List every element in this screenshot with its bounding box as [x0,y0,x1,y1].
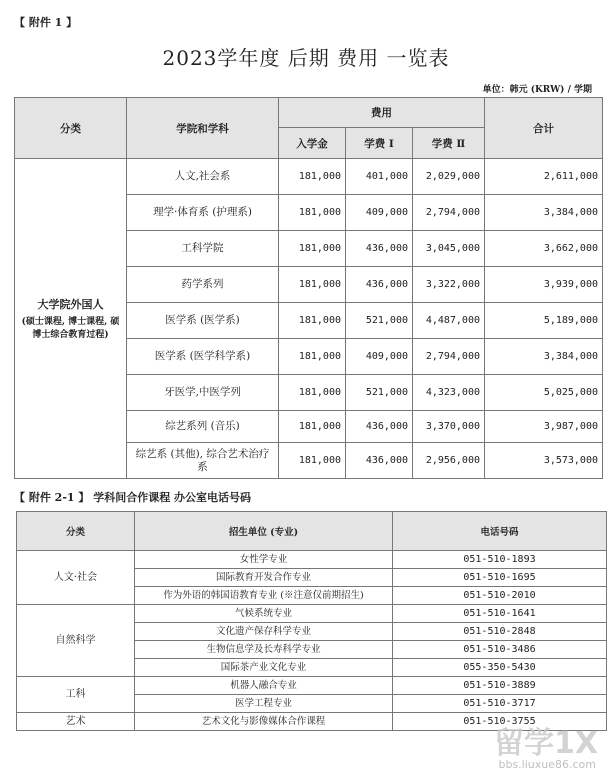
header-fees: 费用 [279,98,485,128]
header-tuition-2: 学费 Ⅱ [413,128,485,159]
admission-fee: 181,000 [279,303,346,339]
admission-fee: 181,000 [279,195,346,231]
admission-fee: 181,000 [279,267,346,303]
tuition-1: 436,000 [346,443,413,479]
total-fee: 3,987,000 [485,411,603,443]
contact-category: 艺术 [17,713,135,731]
tuition-1: 436,000 [346,231,413,267]
contact-phone: 051-510-2848 [393,623,607,641]
college-name: 医学系 (医学科学系) [127,339,279,375]
fee-row [15,159,603,195]
college-name: 理学·体育系 (护理系) [127,195,279,231]
header-college: 学院和学科 [127,98,279,159]
total-fee: 3,384,000 [485,195,603,231]
contact-unit: 气候系统专业 [135,605,393,623]
fees-table [14,97,603,479]
college-name: 牙医学,中医学列 [127,375,279,411]
college-name: 人文,社会系 [127,159,279,195]
watermark-logo: 留学1X [493,726,598,761]
tuition-2: 4,323,000 [413,375,485,411]
contact-category: 自然科学 [17,605,135,677]
contact-unit: 国际教育开发合作专业 [135,569,393,587]
contact-unit: 作为外语的韩国语教育专业 (※注意仅前期招生) [135,587,393,605]
contact-table-body [17,551,607,731]
total-fee: 3,662,000 [485,231,603,267]
tuition-1: 401,000 [346,159,413,195]
fees-table-body [15,159,603,479]
contact-row [17,677,607,695]
admission-fee: 181,000 [279,339,346,375]
total-fee: 5,189,000 [485,303,603,339]
total-fee: 3,573,000 [485,443,603,479]
contact-unit: 文化遗产保存科学专业 [135,623,393,641]
contact-phone: 051-510-3486 [393,641,607,659]
tuition-1: 409,000 [346,339,413,375]
contact-unit: 女性学专业 [135,551,393,569]
unit-note: 单位：韩元 (KRW) / 学期 [482,85,592,95]
contact-header-unit: 招生单位 (专业) [135,512,393,551]
header-total: 合计 [485,98,603,159]
tuition-2: 2,956,000 [413,443,485,479]
tuition-2: 2,029,000 [413,159,485,195]
college-name: 工科学院 [127,231,279,267]
college-name: 医学系 (医学系) [127,303,279,339]
header-tuition-1: 学费 Ⅰ [346,128,413,159]
appendix-1-label: 【 附件 1 】 [14,16,78,29]
contact-phone: 051-510-2010 [393,587,607,605]
tuition-2: 4,487,000 [413,303,485,339]
contact-category: 工科 [17,677,135,713]
total-fee: 2,611,000 [485,159,603,195]
tuition-1: 521,000 [346,303,413,339]
tuition-2: 3,370,000 [413,411,485,443]
tuition-1: 436,000 [346,267,413,303]
contact-header-category: 分类 [17,512,135,551]
category-cell [15,159,127,479]
admission-fee: 181,000 [279,159,346,195]
contact-unit: 艺术文化与影像媒体合作课程 [135,713,393,731]
contact-phone: 051-510-1893 [393,551,607,569]
contact-phone: 051-510-3889 [393,677,607,695]
header-admission: 入学金 [279,128,346,159]
contact-phone: 055-350-5430 [393,659,607,677]
contact-unit: 机器人融合专业 [135,677,393,695]
contact-header-phone: 电话号码 [393,512,607,551]
admission-fee: 181,000 [279,375,346,411]
total-fee: 3,939,000 [485,267,603,303]
college-name: 综艺系列 (音乐) [127,411,279,443]
header-category: 分类 [15,98,127,159]
category-main: 大学院外国人 [37,297,104,311]
tuition-1: 521,000 [346,375,413,411]
contact-phone: 051-510-1695 [393,569,607,587]
tuition-2: 2,794,000 [413,195,485,231]
tuition-2: 3,045,000 [413,231,485,267]
college-name: 综艺系 (其他), 综合艺术治疗系 [127,443,279,479]
contact-row [17,551,607,569]
admission-fee: 181,000 [279,231,346,267]
watermark-url: bbs.liuxue86.com [498,758,596,771]
tuition-2: 3,322,000 [413,267,485,303]
tuition-1: 436,000 [346,411,413,443]
college-name: 药学系列 [127,267,279,303]
contact-unit: 国际茶产业文化专业 [135,659,393,677]
tuition-2: 2,794,000 [413,339,485,375]
contact-unit: 医学工程专业 [135,695,393,713]
appendix-2-label: 【 附件 2-1 】 学科间合作课程 办公室电话号码 [14,491,252,504]
admission-fee: 181,000 [279,443,346,479]
contact-row [17,605,607,623]
admission-fee: 181,000 [279,411,346,443]
contact-phone: 051-510-1641 [393,605,607,623]
category-sub: (硕士课程, 博士课程, 硕博士综合教育过程) [21,316,120,340]
contact-category: 人文·社会 [17,551,135,605]
contact-phone: 051-510-3717 [393,695,607,713]
total-fee: 3,384,000 [485,339,603,375]
contact-phone: 051-510-3755 [393,713,607,731]
contact-unit: 生物信息学及长寿科学专业 [135,641,393,659]
contact-table [16,511,607,731]
tuition-1: 409,000 [346,195,413,231]
total-fee: 5,025,000 [485,375,603,411]
page-title: 2023学年度 后期 费用 一览表 [162,46,450,70]
